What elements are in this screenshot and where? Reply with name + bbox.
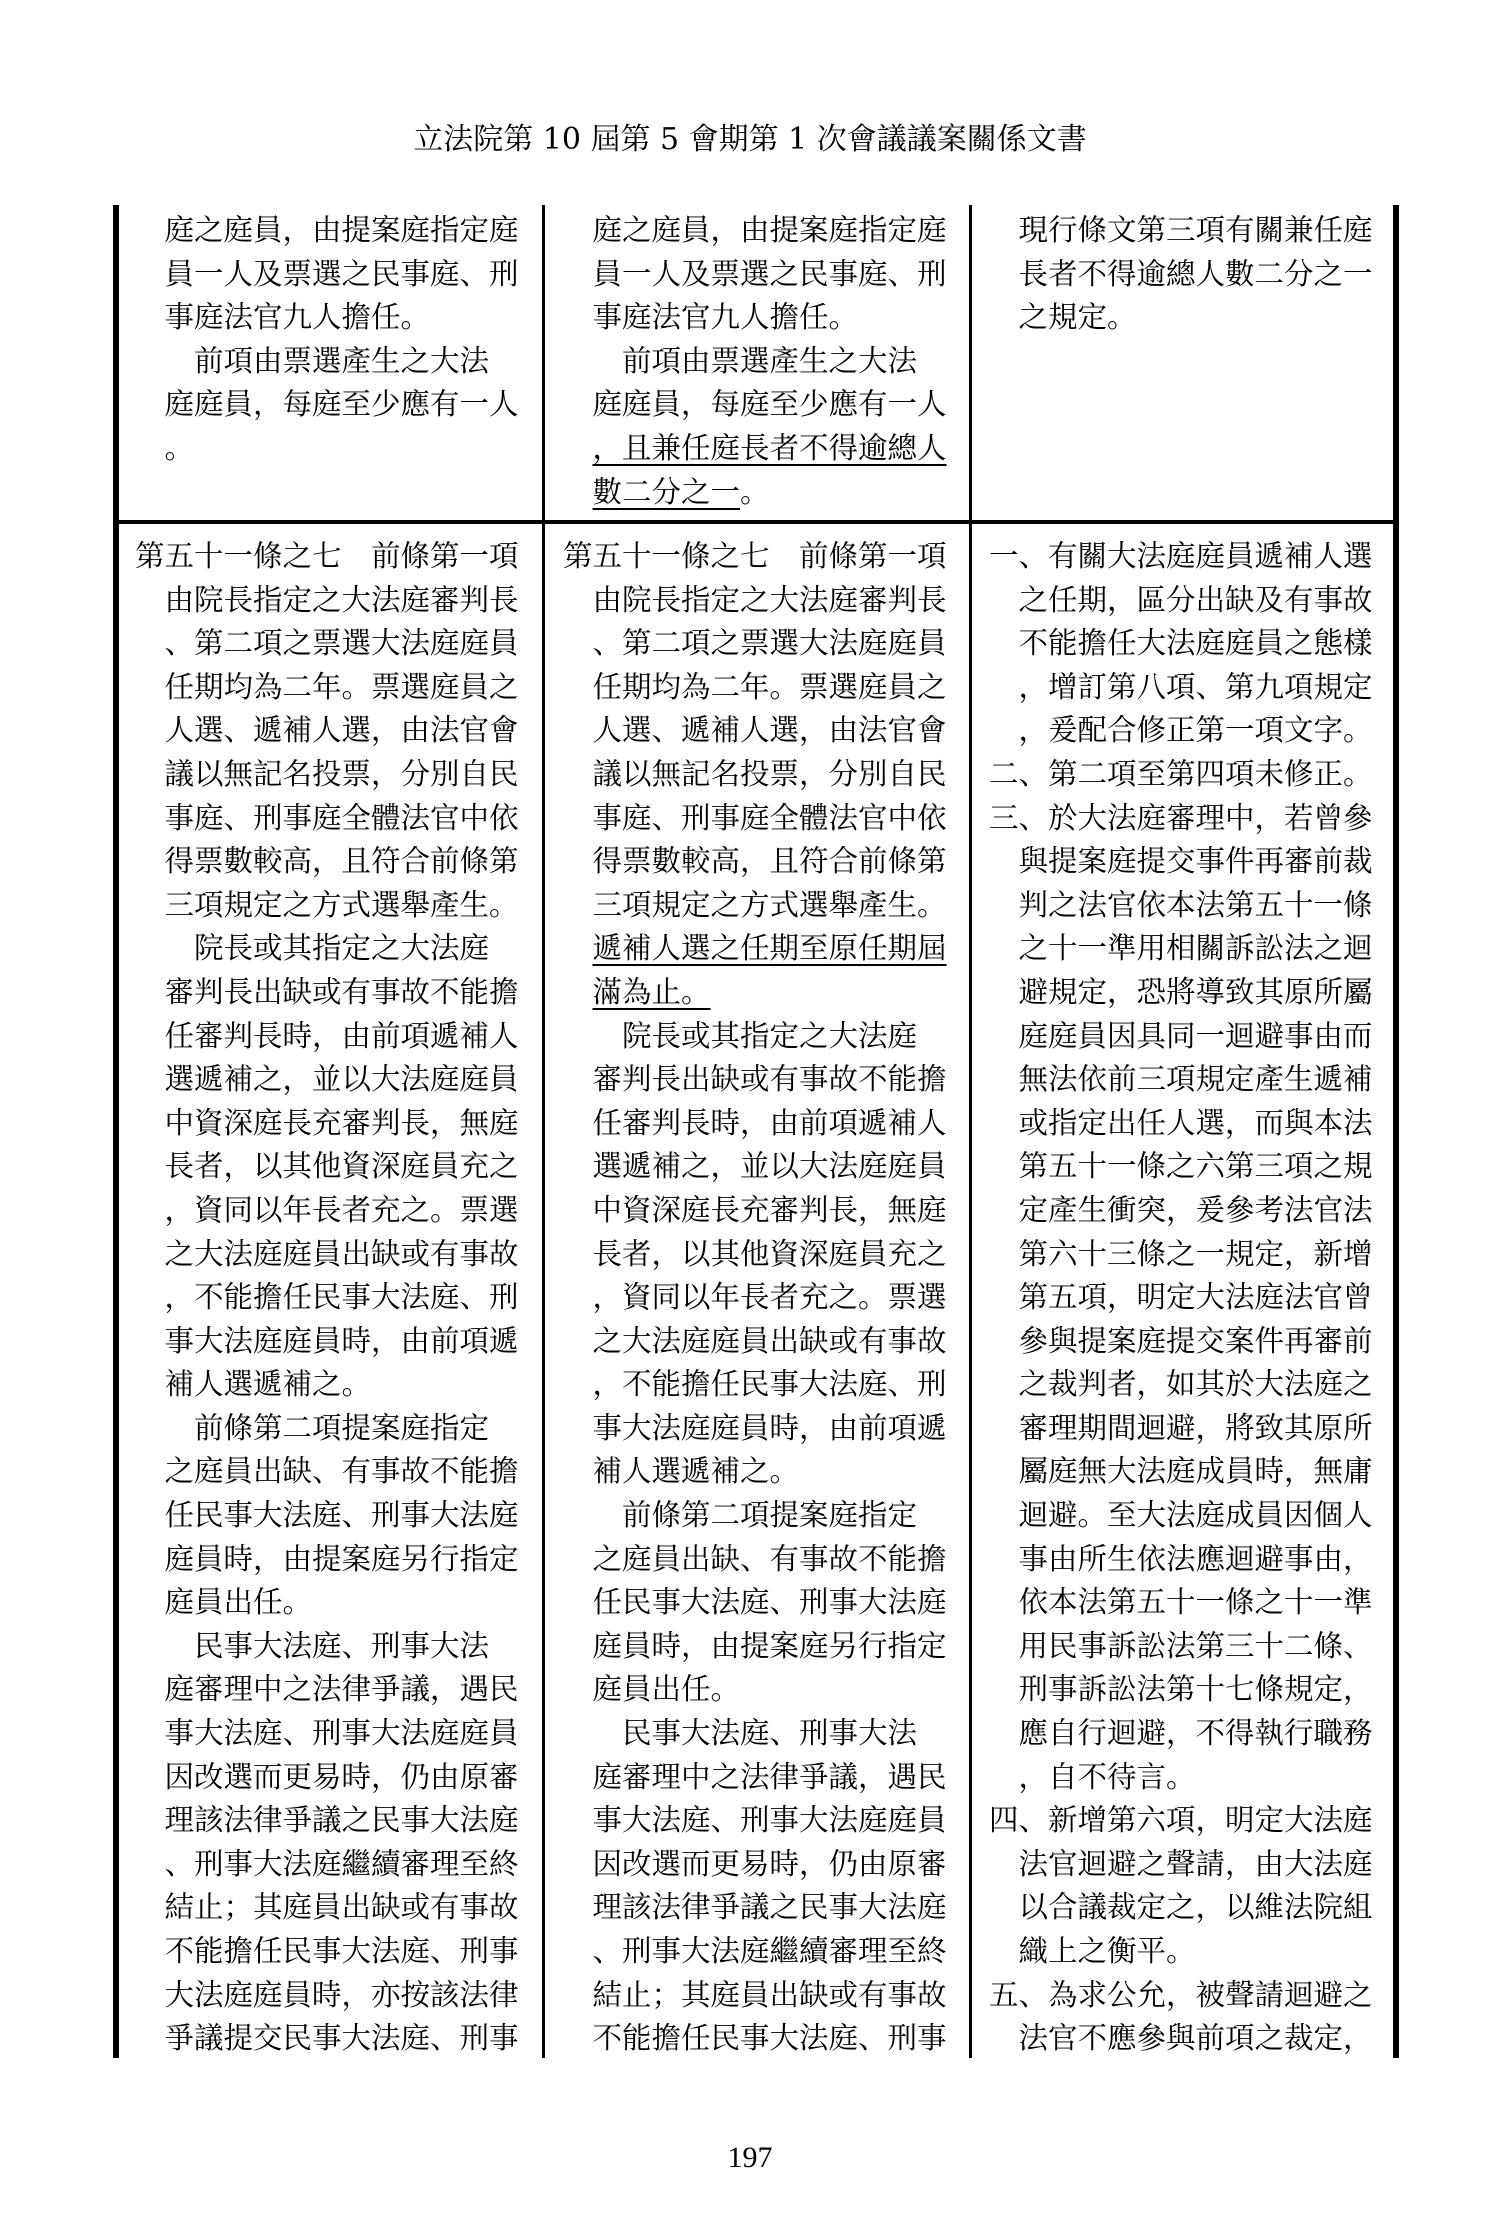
text-line: 結止；其庭員出缺或有事故 (135, 1890, 519, 1925)
text-line: 之大法庭庭員出缺或有事故 (135, 1236, 519, 1271)
text-line: 參與提案庭提交案件再審前 (989, 1323, 1373, 1358)
text-line: 二、第二項至第四項未修正。 (989, 756, 1373, 791)
text-line: 任審判長時，由前項遞補人 (563, 1105, 947, 1140)
text-line: 三項規定之方式選舉產生。 (563, 887, 947, 922)
row-2-current-text-cell (563, 535, 963, 2061)
text-line: 庭之庭員，由提案庭指定庭 (135, 213, 519, 247)
text-line: 中資深庭長充審判長，無庭 (135, 1105, 519, 1140)
table-border-left (113, 205, 119, 2058)
text-line: 事庭、刑事庭全體法官中依 (135, 800, 519, 835)
text-line: 人選、遞補人選，由法官會 (563, 713, 947, 748)
text-line: 五、為求公允，被聲請迴避之 (989, 1977, 1373, 2012)
text-line (563, 971, 963, 1015)
text-line: 法官不應參與前項之裁定， (989, 2021, 1373, 2056)
text-line: 庭庭員，每庭至少應有一人 (135, 387, 519, 422)
text-line: 第五十一條之七 前條第一項 (135, 539, 519, 573)
text-line: 任審判長時，由前項遞補人 (135, 1018, 519, 1053)
text-line: 事庭法官九人擔任。 (135, 300, 431, 335)
text-line: 得票數較高，且符合前條第 (135, 844, 519, 879)
text-line: 事由所生依法應迴避事由， (989, 1541, 1373, 1576)
text-line: 法官迴避之聲請，由大法庭 (989, 1846, 1373, 1881)
column-divider-2 (969, 205, 972, 2058)
text-line: 事庭法官九人擔任。 (563, 300, 859, 335)
text-line: 任民事大法庭、刑事大法庭 (563, 1585, 947, 1620)
text-line: 一、有關大法庭庭員遞補人選 (989, 539, 1373, 573)
text-line: 任期均為二年。票選庭員之 (135, 669, 519, 704)
text-line: 長者不得逾總人數二分之一 (989, 256, 1373, 291)
text-line: 庭庭員，每庭至少應有一人 (563, 387, 947, 422)
text-line (563, 427, 963, 471)
row-1-explanation-cell (989, 209, 1389, 340)
text-line: 院長或其指定之大法庭 (135, 931, 490, 966)
text-line: 之任期，區分出缺及有事故 (989, 582, 1373, 617)
text-line: 事大法庭、刑事大法庭庭員 (135, 1716, 519, 1751)
text-line: 任民事大法庭、刑事大法庭 (135, 1498, 519, 1533)
text-line: ，增訂第八項、第九項規定 (989, 669, 1373, 704)
text-line: 審判長出缺或有事故不能擔 (563, 1062, 947, 1097)
text-line: 以合議裁定之，以維法院組 (989, 1890, 1373, 1925)
text-line: 織上之衡平。 (989, 1934, 1196, 1968)
text-line: 應自行迴避，不得執行職務 (989, 1716, 1373, 1751)
text-line: 第五項，明定大法庭法官曾 (989, 1280, 1373, 1315)
text-line: 之庭員出缺、有事故不能擔 (135, 1454, 519, 1489)
text-line: 用民事訴訟法第三十二條、 (989, 1628, 1373, 1663)
text-line: 理該法律爭議之民事大法庭 (563, 1890, 947, 1925)
row-2-explanation-cell (989, 535, 1389, 2061)
text-line: 、第二項之票選大法庭庭員 (135, 626, 519, 661)
text-line: 迴避。至大法庭成員因個人 (989, 1498, 1373, 1533)
text-line: 事大法庭、刑事大法庭庭員 (563, 1803, 947, 1838)
line-indent (563, 475, 593, 509)
text-line: ，資同以年長者充之。票選 (135, 1192, 519, 1227)
comparison-table (113, 205, 1399, 2058)
text-line: 之大法庭庭員出缺或有事故 (563, 1323, 947, 1358)
row-2-amended-text-cell (135, 535, 535, 2061)
row-1-amended-text-cell (135, 209, 535, 471)
text-line: 。 (135, 430, 195, 465)
text-line: 補人選遞補之。 (563, 1454, 800, 1489)
text-line: 前項由票選產生之大法 (563, 343, 918, 378)
text-line (563, 927, 963, 971)
text-line: 與提案庭提交事件再審前裁 (989, 844, 1373, 879)
line-indent (563, 431, 593, 465)
text-line: 庭審理中之法律爭議，遇民 (135, 1672, 519, 1707)
text-line: 前條第二項提案庭指定 (563, 1498, 918, 1533)
text-line: 得票數較高，且符合前條第 (563, 844, 947, 879)
text-line: 庭員時，由提案庭另行指定 (563, 1628, 947, 1663)
text-line: 院長或其指定之大法庭 (563, 1018, 918, 1053)
text-line: 現行條文第三項有關兼任庭 (989, 213, 1373, 247)
text-line: 民事大法庭、刑事大法 (563, 1716, 918, 1751)
text-line: 選遞補之，並以大法庭庭員 (135, 1062, 519, 1097)
text-line: 刑事訴訟法第十七條規定， (989, 1672, 1373, 1707)
text-line: 判之法官依本法第五十一條 (989, 887, 1373, 922)
text-line: 三項規定之方式選舉產生。 (135, 887, 519, 922)
text-line: 結止；其庭員出缺或有事故 (563, 1977, 947, 2012)
row-divider (113, 520, 1399, 524)
text-line: 長者，以其他資深庭員充之 (563, 1236, 947, 1271)
text-line: 庭之庭員，由提案庭指定庭 (563, 213, 947, 247)
text-line: 人選、遞補人選，由法官會 (135, 713, 519, 748)
text-line: 員一人及票選之民事庭、刑 (135, 256, 519, 291)
amended-underlined-text: 數二分之一 (592, 474, 741, 509)
text-line: 無法依前三項規定產生遞補 (989, 1062, 1373, 1097)
text-line: 、刑事大法庭繼續審理至終 (135, 1846, 519, 1881)
text-line: 事庭、刑事庭全體法官中依 (563, 800, 947, 835)
text-line: ，不能擔任民事大法庭、刑 (135, 1280, 519, 1315)
text-line: 員一人及票選之民事庭、刑 (563, 256, 947, 291)
text-line: 不能擔任民事大法庭、刑事 (135, 1934, 519, 1968)
line-indent (563, 931, 593, 965)
text-line: 庭庭員因具同一迴避事由而 (989, 1018, 1373, 1053)
text-line: 中資深庭長充審判長，無庭 (563, 1192, 947, 1227)
text-line: 因改選而更易時，仍由原審 (563, 1846, 947, 1881)
text-line: 由院長指定之大法庭審判長 (563, 582, 947, 617)
text-line: 長者，以其他資深庭員充之 (135, 1149, 519, 1184)
text-line: 庭員時，由提案庭另行指定 (135, 1541, 519, 1576)
text-line: 避規定，恐將導致其原所屬 (989, 974, 1373, 1009)
text-line: 議以無記名投票，分別自民 (135, 756, 519, 791)
text-line: 事大法庭庭員時，由前項遞 (563, 1410, 947, 1445)
text-line: 由院長指定之大法庭審判長 (135, 582, 519, 617)
page-number: 197 (727, 2141, 773, 2174)
text-line: 任期均為二年。票選庭員之 (563, 669, 947, 704)
text-line: ，不能擔任民事大法庭、刑 (563, 1367, 947, 1402)
column-divider-1 (542, 205, 545, 2058)
text-line: 庭員出任。 (563, 1672, 741, 1707)
table-border-right (1393, 205, 1399, 2058)
text-line: 三、於大法庭審理中，若曾參 (989, 800, 1373, 835)
text-line: ，爰配合修正第一項文字。 (989, 713, 1373, 748)
text-line: 第五十一條之七 前條第一項 (563, 539, 947, 573)
text-line: 前項由票選產生之大法 (135, 343, 490, 378)
text-line: 大法庭庭員時，亦按該法律 (135, 1977, 519, 2012)
amended-underlined-text: 遞補人選之任期至原任期屆 (592, 931, 947, 966)
text-line: 、刑事大法庭繼續審理至終 (563, 1934, 947, 1968)
text-line: 審判長出缺或有事故不能擔 (135, 974, 519, 1009)
text-line: 依本法第五十一條之十一準 (989, 1585, 1373, 1620)
amended-underlined-text: ，且兼任庭長者不得逾總人 (592, 430, 947, 465)
text-line (563, 471, 963, 515)
text-line: 庭審理中之法律爭議，遇民 (563, 1759, 947, 1794)
text-line: 之規定。 (989, 300, 1137, 335)
text-line: 第六十三條之一規定，新增 (989, 1236, 1373, 1271)
document-header-title: 立法院第 10 屆第 5 會期第 1 次會議議案關係文書 (413, 122, 1087, 157)
amended-underlined-text: 滿為止。 (592, 974, 711, 1009)
text-line: 因改選而更易時，仍由原審 (135, 1759, 519, 1794)
text-line: 之裁判者，如其於大法庭之 (989, 1367, 1373, 1402)
text-line: 理該法律爭議之民事大法庭 (135, 1803, 519, 1838)
text-line: 不能擔任大法庭庭員之態樣 (989, 626, 1373, 661)
text-line: 前條第二項提案庭指定 (135, 1410, 490, 1445)
text-line: 之庭員出缺、有事故不能擔 (563, 1541, 947, 1576)
text-line: ，自不待言。 (989, 1759, 1196, 1794)
text-line: 第五十一條之六第三項之規 (989, 1149, 1373, 1184)
line-indent (563, 975, 593, 1009)
text-line: 爭議提交民事大法庭、刑事 (135, 2021, 519, 2056)
text-line: 議以無記名投票，分別自民 (563, 756, 947, 791)
text-line: 庭員出任。 (135, 1585, 313, 1620)
line-suffix: 。 (740, 474, 770, 509)
text-line: 定產生衝突，爰參考法官法 (989, 1192, 1373, 1227)
text-line: 事大法庭庭員時，由前項遞 (135, 1323, 519, 1358)
row-1-current-text-cell (563, 209, 963, 514)
text-line: 或指定出任人選，而與本法 (989, 1105, 1373, 1140)
text-line: 選遞補之，並以大法庭庭員 (563, 1149, 947, 1184)
text-line: 屬庭無大法庭成員時，無庸 (989, 1454, 1373, 1489)
text-line: 補人選遞補之。 (135, 1367, 372, 1402)
text-line: 民事大法庭、刑事大法 (135, 1628, 490, 1663)
text-line: 、第二項之票選大法庭庭員 (563, 626, 947, 661)
text-line: 之十一準用相關訴訟法之迴 (989, 931, 1373, 966)
text-line: 審理期間迴避，將致其原所 (989, 1410, 1373, 1445)
text-line: 四、新增第六項，明定大法庭 (989, 1803, 1373, 1838)
text-line: 不能擔任民事大法庭、刑事 (563, 2021, 947, 2056)
text-line: ，資同以年長者充之。票選 (563, 1280, 947, 1315)
